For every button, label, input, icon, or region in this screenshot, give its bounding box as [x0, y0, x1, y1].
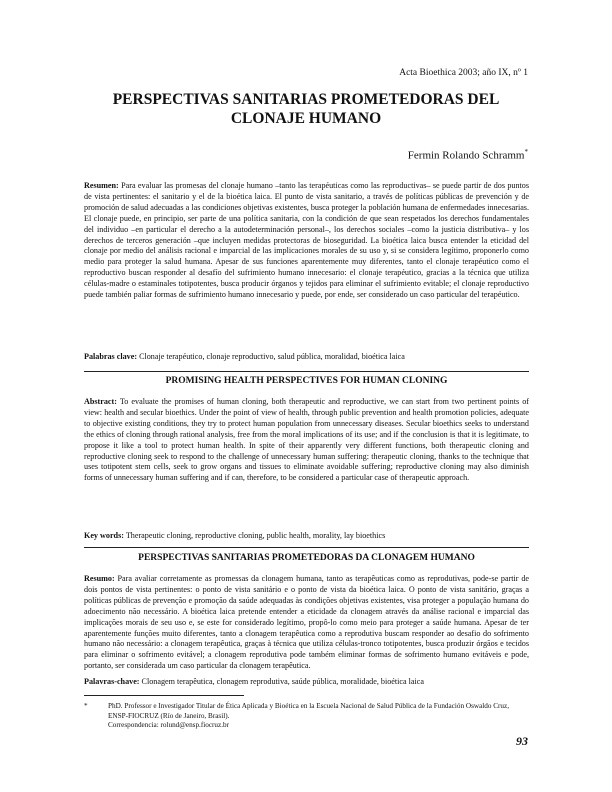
spanish-abstract-label: Resumen: — [84, 181, 119, 190]
english-keywords-text: Therapeutic cloning, reproductive cloning, public health, morality, lay bioethics — [125, 531, 386, 540]
footnote-body — [108, 702, 529, 731]
english-abstract-text: To evaluate the promises of human cloning, both therapeutic and reproductive, we can start from two pertinent points of view: health and secular bioethics. Under the point of view of health, through public prevention and health promotion policies, adequate to objective existing conditions, they try to protect human population from unnecessary diseases. Secular bioethics seeks to understand the ethics of cloning through rational analysis, free from the moral implications of its use; and if the conclusion is that it is legitimate, to propose it like a tool to protect human health. In spite of their apparently very different functions, both therapeutic cloning and reproductive cloning seek to respond to the challenge of unnecessary human suffering: therapeutic cloning, thanks to the technique that uses totipotent stem cells, seek to grow organs and tissues to eliminate avoidable suffering; reproductive cloning may also diminish forms of unnecessary human suffering and if can, therefore, to be considered a particular case of therapeutic approach. — [84, 397, 529, 483]
portuguese-abstract — [84, 574, 529, 672]
spanish-abstract-text: Para evaluar las promesas del clonaje humano –tanto las terapéuticas como las reproductivas– se puede partir de dos puntos de vista pertinentes: el sanitario y el de la bioética laica. El punto de vista sanitario, a través de políticas públicas de prevención y de promoción de salud adecuadas a las condiciones objetivas existentes, busca proteger la población humana de enfermedades innecesarias. El clonaje puede, en principio, ser parte de una política sanitaria, con la condición de que sean respetados los derechos fundamentales del individuo –en particular el derecho a la autodeterminación personal–, los derechos sociales –como la justicia distributiva– y los derechos de terceros generación –que incluyen medidas protectoras de bioseguridad. La bioética laica busca entender la eticidad del clonaje por medio del análisis racional e imparcial de las implicaciones morales de su uso y, si se considera legítimo, proponerlo como medio para proteger la salud humana. Apesar de sus funciones aparentemente muy diferentes, tanto el clonaje terapéutico como el reproductivo buscan responder al desafío del sufrimiento humano innecesario: el clonaje terapéutico, gracias a la técnica que utiliza células-madre o estaminales totipotentes, busca producir órganos y tejidos para eliminar el sufrimiento evitable; el clonaje reproductivo puede también paliar formas de sufrimiento humano innecesario y puede, por ende, ser considerado un caso particular del terapéutico. — [84, 181, 529, 300]
footnote-email[interactable]: Correspondencia: rolund@ensp.fiocruz.br — [108, 721, 229, 730]
portuguese-keywords-text: Clonagem terapêutica, clonagem reprodutiva, saúde pública, moralidade, bioética laica — [141, 677, 424, 686]
author-footnote-marker[interactable]: * — [524, 148, 528, 156]
english-section-rule — [84, 371, 529, 372]
footnote-rule — [84, 695, 244, 696]
english-keywords-label: Key words: — [84, 531, 124, 540]
english-abstract-label: Abstract: — [84, 397, 117, 406]
footnote — [84, 702, 529, 731]
portuguese-section-title: PERSPECTIVAS SANITARIAS PROMETEDORAS DA CLONAGEM HUMANO — [138, 553, 475, 563]
spanish-abstract — [84, 181, 529, 301]
journal-reference: Acta Bioethica 2003; año IX, nº 1 — [399, 68, 528, 78]
english-section-title: PROMISING HEALTH PERSPECTIVES FOR HUMAN CLONING — [165, 376, 448, 386]
spanish-keywords — [84, 352, 529, 363]
portuguese-keywords — [84, 677, 529, 688]
english-abstract — [84, 397, 529, 484]
portuguese-keywords-label: Palavras-chave: — [84, 677, 140, 686]
english-keywords — [84, 531, 529, 542]
footnote-affiliation: PhD. Professor e Investigador Titular de Ética Aplicada y Bioética en la Escuela Nacional de Salud Pública de la Fundación Oswaldo Cruz, ENSP-FIOCRUZ (Río de Janeiro, Brasil). — [108, 702, 510, 720]
portuguese-abstract-label: Resumo: — [84, 574, 115, 583]
portuguese-abstract-text: Para avaliar corretamente as promessas da clonagem humana, tanto as terapêuticas como as reprodutivas, pode-se partir de dois pontos de vista pertinentes: o ponto de vista sanitário e o ponto de vista da bioética laica. O ponto de vista sanitário, graças a políticas públicas de prevenção e promoção da saúde adequadas às condições objetivas existentes, visa proteger a população humana do adoecimento não necessário. A bioética laica pretende entender a eticidade da clonagem através da análise racional e imparcial das implicações morais de seu uso e, se este for considerado legítimo, propô-lo como meio para proteger a saúde humana. Apesar de ter aparentemente funções muito diferentes, tanto a clonagem terapêutica como a reprodutiva buscam responder ao desafio do sofrimento humano não necessário: a clonagem terapêutica, graças à técnica que utiliza células-tronco totipotentes, busca produzir órgãos e tecidos para eliminar o sofrimento evitável; a clonagem reprodutiva pode também eliminar formas de sofrimento humano evitáveis e pode, portanto, ser considerada um caso particular da clonagem terapêutica. — [84, 574, 530, 671]
portuguese-section-rule — [84, 547, 529, 548]
spanish-keywords-label: Palabras clave: — [84, 352, 138, 361]
article-title: PERSPECTIVAS SANITARIAS PROMETEDORAS DEL CLONAJE HUMANO — [112, 91, 500, 127]
footnote-marker: * — [84, 702, 88, 710]
spanish-keywords-text: Clonaje terapéutico, clonaje reproductivo, salud pública, moralidad, bioética laica — [139, 352, 405, 361]
page-number: 93 — [516, 734, 528, 748]
author-line — [408, 148, 528, 162]
author-name: Fermin Rolando Schramm — [407, 149, 525, 162]
